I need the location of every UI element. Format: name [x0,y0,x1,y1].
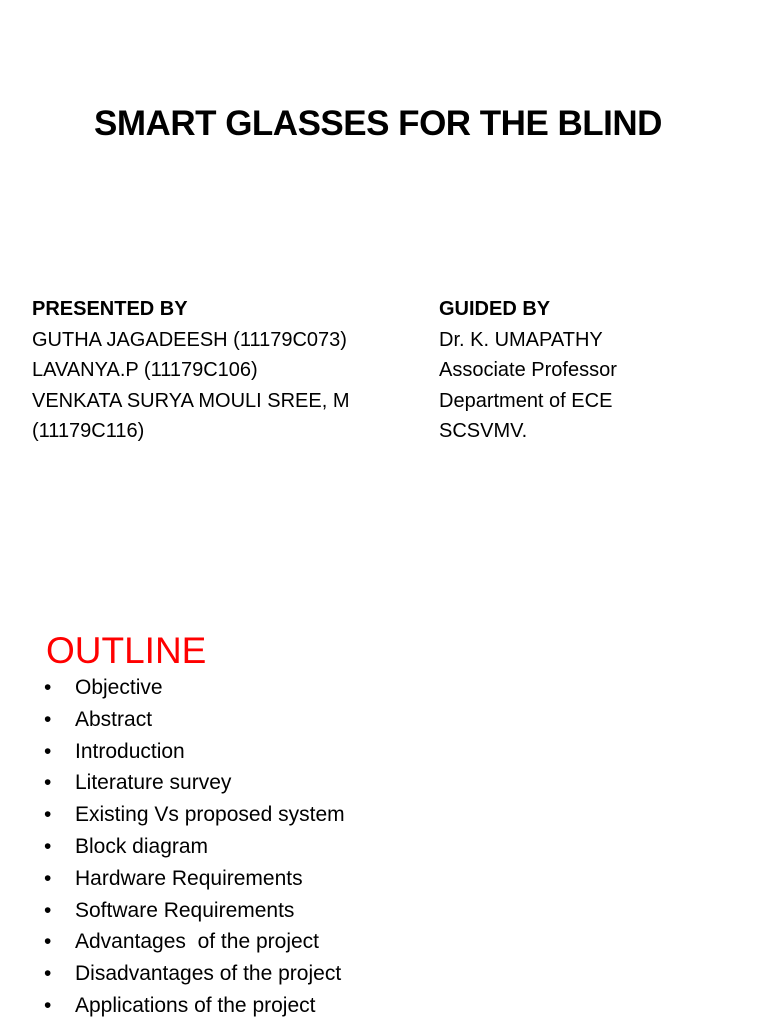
list-item [44,863,345,895]
guided-by-heading: GUIDED BY [439,298,551,320]
bullet-icon: • [44,993,52,1017]
presented-by-heading: PRESENTED BY [32,298,188,320]
bullet-icon: • [44,676,52,699]
bullet-icon: • [44,898,52,922]
bullet-icon: • [44,739,52,763]
presenter-line: (11179C116) [32,420,145,442]
list-item-text: Block diagram [75,834,209,858]
list-item [44,704,345,736]
guide-line: SCSVMV. [439,420,528,442]
list-item-text: Hardware Requirements [75,866,303,890]
bullet-icon: • [44,930,52,954]
guide-line: Associate Professor [439,359,617,381]
outline-slide [0,600,768,1024]
list-item-text: Objective [75,676,163,699]
guided-by-block [439,294,759,447]
list-item [44,799,345,831]
list-item-text: Introduction [75,739,185,763]
list-item [44,736,345,768]
guide-line: Department of ECE [439,389,613,412]
list-item-text: Applications of the project [75,993,316,1017]
list-item-text: Advantages of the project [75,930,319,954]
list-item-text: Existing Vs proposed system [75,803,345,827]
guide-line: Dr. K. UMAPATHY [439,328,603,351]
bullet-icon: • [44,866,52,890]
list-item [44,926,345,958]
bullet-icon: • [44,834,52,858]
bullet-icon: • [44,803,52,827]
bullet-icon: • [44,707,52,731]
presenter-line: LAVANYA.P (11179C106) [32,359,258,381]
list-item-text: Abstract [75,707,153,731]
list-item-text: Software Requirements [75,898,295,922]
list-item [44,672,345,704]
presenter-line: VENKATA SURYA MOULI SREE, M [32,389,350,412]
bullet-icon: • [44,962,52,986]
presenter-line: GUTHA JAGADEESH (11179C073) [32,328,347,351]
outline-title: OUTLINE [46,630,207,671]
list-item [44,831,345,863]
list-item-text: Disadvantages of the project [75,962,342,986]
bullet-icon: • [44,771,52,795]
list-item [44,990,345,1022]
list-item [44,895,345,927]
list-item [44,767,345,799]
list-item [44,958,345,990]
presentation-title: SMART GLASSES FOR THE BLIND [94,104,662,143]
list-item-text: Literature survey [75,771,232,795]
presented-by-block [32,294,422,447]
outline-list [44,672,345,1022]
